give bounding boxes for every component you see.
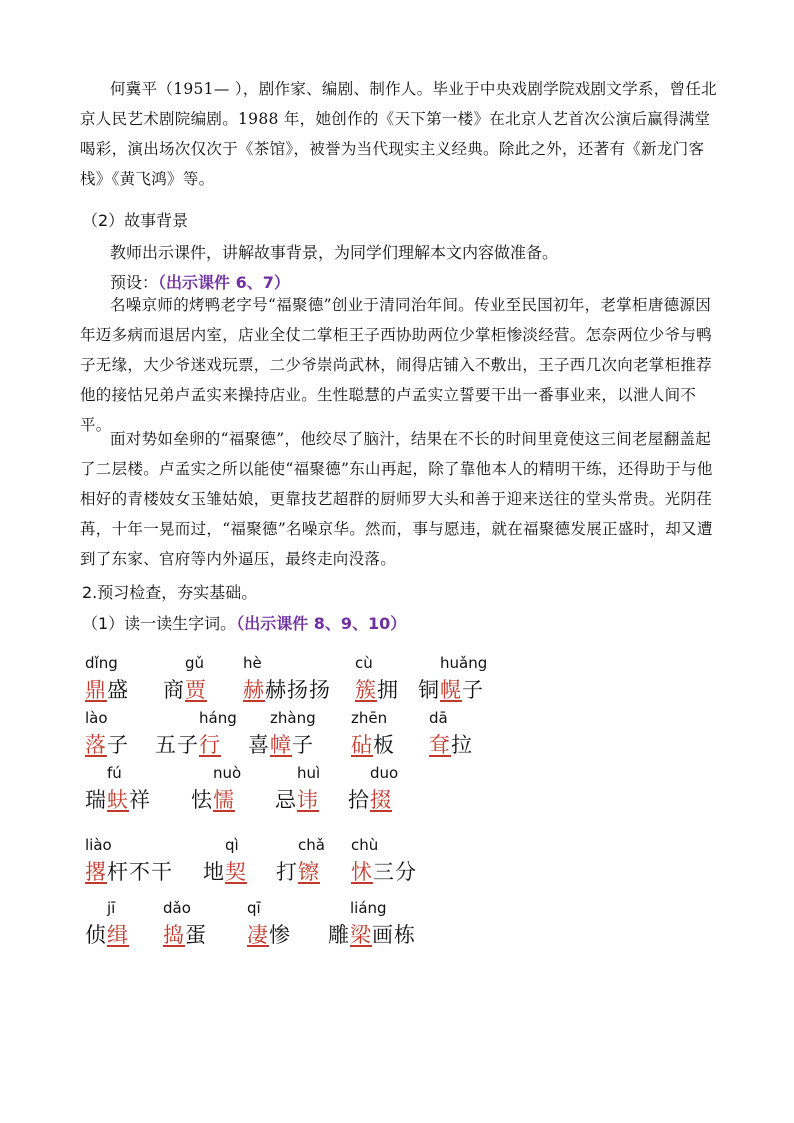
- vocab-characters: [163, 674, 207, 704]
- vocab-key-character: 契: [225, 860, 247, 884]
- vocab-characters: [355, 674, 399, 704]
- vocab-prefix: 铜: [418, 678, 440, 702]
- vocab-suffix: 子: [462, 678, 484, 702]
- vocab-characters: [275, 784, 319, 814]
- vocab-pinyin: dǎo: [163, 899, 191, 917]
- vocab-characters: [243, 674, 331, 704]
- vocab-prefix: 怯: [191, 788, 213, 812]
- vocab-key-character: 讳: [297, 788, 319, 812]
- preset-label: 预设：: [110, 273, 159, 292]
- vocab-pinyin: fú: [107, 764, 122, 782]
- vocab-suffix: 拉: [451, 733, 473, 757]
- vocab-key-character: 耷: [429, 733, 451, 757]
- vocab-pinyin: chǎ: [298, 836, 325, 854]
- vocab-key-character: 贾: [185, 678, 207, 702]
- author-intro-paragraph: 何冀平（1951— ），剧作家、编剧、制作人。毕业于中央戏剧学院戏剧文学系，曾任北京人民艺术剧院编剧。1988 年，她创作的《天下第一楼》在北京人艺首次公演后赢得满堂喝彩，演出场次仅次于《茶馆》，被誉为当代现实主义经典。除此之外，还著有《新龙门客栈》《黄飞鸿》等。: [80, 80, 717, 188]
- vocab-key-character: 凄: [247, 923, 269, 947]
- vocab-key-character: 幌: [440, 678, 462, 702]
- vocab-pinyin: qì: [225, 836, 239, 854]
- vocab-characters: [85, 674, 129, 704]
- vocab-pinyin: liào: [85, 836, 112, 854]
- vocab-subheading-text: （1）读一读生字词。: [82, 614, 237, 633]
- vocab-suffix: 画栋: [372, 923, 416, 947]
- vocab-suffix: 拥: [377, 678, 399, 702]
- vocab-key-character: 镲: [298, 860, 320, 884]
- vocab-prefix: 侦: [85, 923, 107, 947]
- vocab-pinyin: lào: [85, 709, 108, 727]
- vocab-key-character: 赫: [243, 678, 265, 702]
- vocab-pinyin: huì: [297, 764, 321, 782]
- vocab-key-character: 簇: [355, 678, 377, 702]
- vocab-key-character: 缉: [107, 923, 129, 947]
- vocab-characters: [351, 729, 395, 759]
- vocab-subheading: [82, 611, 406, 634]
- story-heading: （2）故事背景: [82, 211, 189, 230]
- vocab-prefix: 商: [163, 678, 185, 702]
- vocab-pinyin: liáng: [350, 899, 387, 917]
- vocab-prefix: 打: [276, 860, 298, 884]
- vocab-characters: [328, 919, 416, 949]
- vocab-key-character: 掇: [370, 788, 392, 812]
- vocab-pinyin: huǎng: [440, 654, 488, 672]
- vocab-suffix: 三分: [373, 860, 417, 884]
- vocab-prefix: 雕: [328, 923, 350, 947]
- preview-heading: 2.预习检查，夯实基础。: [82, 583, 258, 602]
- vocab-pinyin: háng: [199, 709, 237, 727]
- vocab-key-character: 蚨: [107, 788, 129, 812]
- vocab-courseware-note: （出示课件 8、9、10）: [236, 614, 407, 633]
- vocab-key-character: 幛: [270, 733, 292, 757]
- vocab-pinyin: gǔ: [185, 654, 205, 672]
- vocab-pinyin: nuò: [213, 764, 242, 782]
- vocab-characters: [85, 784, 151, 814]
- vocab-pinyin: zhàng: [270, 709, 316, 727]
- teacher-line: 教师出示课件，讲解故事背景，为同学们理解本文内容做准备。: [110, 243, 559, 262]
- vocab-suffix: 板: [373, 733, 395, 757]
- vocab-key-character: 撂: [85, 860, 107, 884]
- preset-courseware-note: （出示课件 6、7）: [158, 273, 290, 292]
- vocab-suffix: 惨: [269, 923, 291, 947]
- vocab-characters: [247, 919, 291, 949]
- vocab-pinyin: dǐng: [85, 654, 118, 672]
- vocab-pinyin: jī: [107, 899, 116, 917]
- vocab-characters: [155, 729, 221, 759]
- vocab-key-character: 懦: [213, 788, 235, 812]
- vocab-prefix: 五子: [155, 733, 199, 757]
- vocab-key-character: 砧: [351, 733, 373, 757]
- vocab-characters: [351, 856, 417, 886]
- vocab-suffix: 子: [292, 733, 314, 757]
- vocab-characters: [191, 784, 235, 814]
- story-paragraph-1: 名噪京师的烤鸭老字号“福聚德”创业于清同治年间。传业至民国初年，老掌柜唐德源因年迈多病而退居内室，店业全仗二掌柜王子西协助两位少掌柜惨淡经营。怎奈两位少爷与鸭子无缘，大少爷迷戏玩票，二少爷崇尚武林，闹得店铺入不敷出，王子西几次向老掌柜推荐他的接怙兄弟卢孟实来操持店业。生性聪慧的卢孟实立誓要干出一番事业来，以泄人间不平。: [80, 296, 713, 434]
- vocab-key-character: 怵: [351, 860, 373, 884]
- vocab-key-character: 鼎: [85, 678, 107, 702]
- vocab-pinyin: dā: [429, 709, 448, 727]
- vocab-pinyin: duo: [370, 764, 399, 782]
- story-paragraph-2: 面对势如垒卵的“福聚德”，他绞尽了脑汁，结果在不长的时间里竟使这三间老屋翻盖起了二层楼。卢孟实之所以能使“福聚德”东山再起，除了靠他本人的精明干练，还得助于与他相好的青楼妓女玉雏姑娘，更靠技艺超群的厨师罗大头和善于迎来送往的堂头常贵。光阴荏苒，十年一晃而过，“福聚德”名噪京华。然而，事与愿违，就在福聚德发展正盛时，却又遭到了东家、官府等内外逼压，最终走向没落。: [80, 430, 713, 568]
- vocab-key-character: 落: [85, 733, 107, 757]
- vocab-characters: [163, 919, 207, 949]
- vocab-characters: [348, 784, 392, 814]
- vocab-pinyin: hè: [243, 654, 262, 672]
- vocab-suffix: 祥: [129, 788, 151, 812]
- vocab-characters: [276, 856, 320, 886]
- vocab-characters: [85, 729, 129, 759]
- vocab-characters: [248, 729, 314, 759]
- vocab-characters: [85, 856, 173, 886]
- vocab-key-character: 梁: [350, 923, 372, 947]
- vocab-characters: [85, 919, 129, 949]
- vocab-characters: [203, 856, 247, 886]
- vocab-pinyin: cù: [355, 654, 373, 672]
- vocab-pinyin: qī: [247, 899, 261, 917]
- vocab-characters: [418, 674, 484, 704]
- vocab-suffix: 赫扬扬: [265, 678, 331, 702]
- vocab-key-character: 捣: [163, 923, 185, 947]
- vocab-prefix: 瑞: [85, 788, 107, 812]
- vocab-suffix: 盛: [107, 678, 129, 702]
- vocab-prefix: 拾: [348, 788, 370, 812]
- vocab-characters: [429, 729, 473, 759]
- vocab-key-character: 行: [199, 733, 221, 757]
- vocab-prefix: 喜: [248, 733, 270, 757]
- vocab-pinyin: zhēn: [351, 709, 388, 727]
- vocab-suffix: 杆不干: [107, 860, 173, 884]
- vocab-suffix: 蛋: [185, 923, 207, 947]
- vocab-prefix: 地: [203, 860, 225, 884]
- vocab-pinyin: chù: [351, 836, 379, 854]
- vocab-suffix: 子: [107, 733, 129, 757]
- vocab-prefix: 忌: [275, 788, 297, 812]
